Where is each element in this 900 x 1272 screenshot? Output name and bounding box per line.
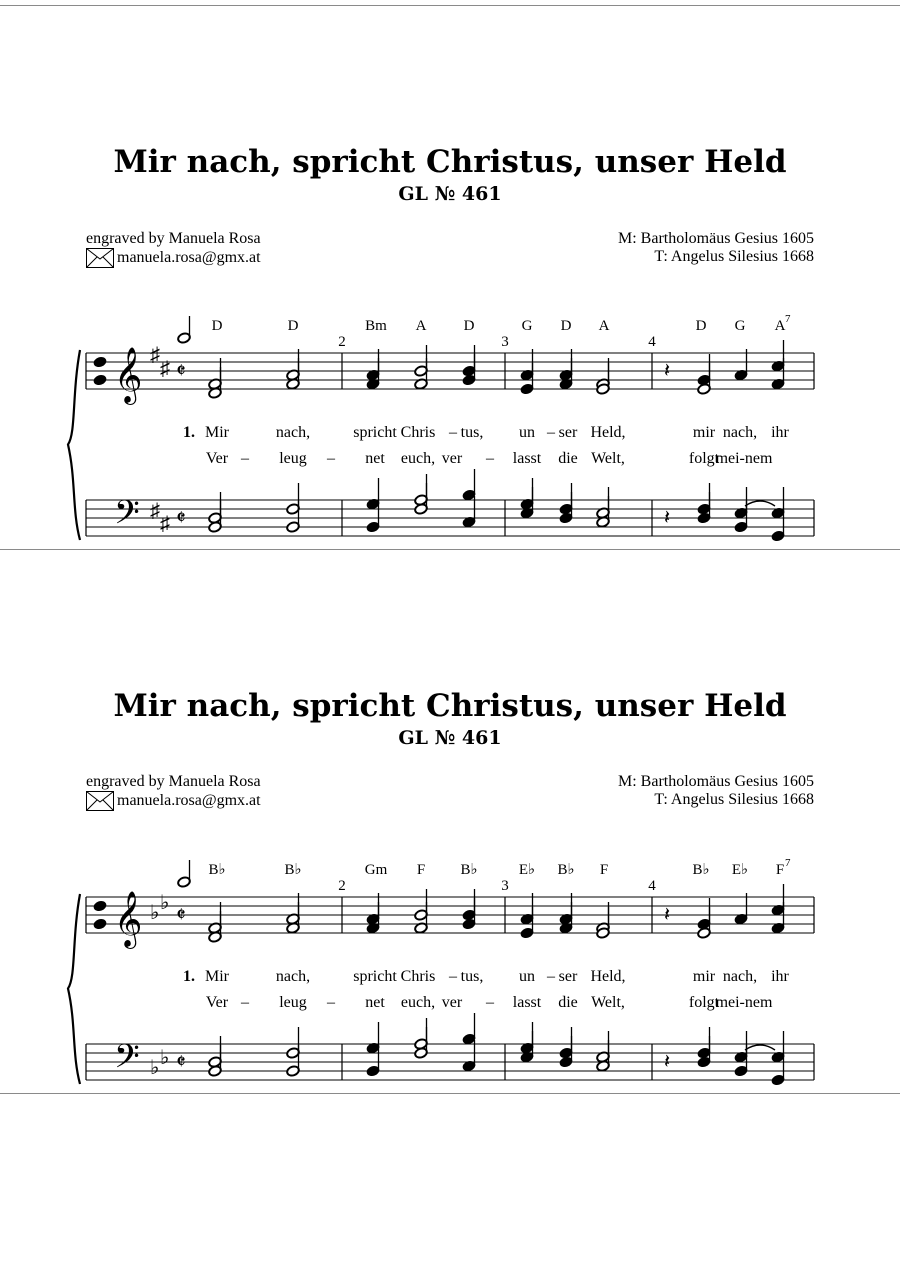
lyric-syllable: lasst (512, 450, 542, 467)
note-head (93, 918, 107, 930)
lyricist-credit: T: Angelus Silesius 1668 (654, 248, 814, 265)
lyric-syllable: mir (692, 424, 716, 441)
lyric-syllable: Ver (205, 994, 229, 1011)
engraver-info (86, 230, 261, 268)
email-line (86, 791, 261, 811)
quarter-rest: 𝄽 (664, 360, 671, 382)
page-bottom-rule (0, 549, 900, 550)
bar-number: 3 (501, 878, 509, 894)
lyric-syllable: lasst (512, 994, 542, 1011)
chord-symbol: G (521, 318, 533, 334)
lyric-syllable: spricht (353, 968, 397, 985)
lyric-syllable: – (327, 994, 335, 1011)
treble-clef: 𝄞 (114, 349, 143, 402)
quarter-rest: 𝄽 (664, 507, 671, 529)
bass-clef: 𝄢 (114, 1038, 140, 1083)
lyricist-credit: T: Angelus Silesius 1668 (654, 791, 814, 808)
chord-symbol: Gm (364, 862, 388, 878)
credits-info (618, 773, 814, 809)
chord-symbol: A (598, 318, 610, 334)
lyric-syllable: folgt (688, 450, 720, 467)
chord-symbol: F (775, 862, 785, 878)
lyric-syllable: – (547, 424, 555, 441)
bar-number: 4 (648, 334, 656, 350)
lyric-syllable: die (558, 994, 578, 1011)
lyric-syllable: spricht (353, 424, 397, 441)
page-subtitle: GL № 461 (398, 183, 502, 205)
time-signature: 𝄵 (176, 505, 186, 530)
lyric-syllable: un (519, 968, 535, 985)
page-title: Mir nach, spricht Christus, unser Held (113, 144, 787, 180)
chord-extension: 7 (785, 857, 791, 869)
key-accidental: ♭ (160, 1047, 170, 1069)
envelope-icon (86, 791, 114, 811)
lyric-syllable: ver (441, 994, 463, 1011)
lyric-syllable: Welt, (591, 994, 625, 1011)
lyric-syllable: euch, (400, 450, 436, 467)
treble-clef: 𝄞 (114, 893, 143, 946)
bar-number: 2 (338, 878, 346, 894)
brace (68, 350, 80, 540)
key-accidental: ♯ (150, 500, 160, 522)
lyric-syllable: folgt (688, 994, 720, 1011)
chord-symbol: A (415, 318, 427, 334)
lyric-syllable: mei-nem (715, 994, 773, 1011)
lyric-syllable: tus, (460, 968, 484, 985)
key-accidental: ♭ (160, 892, 170, 914)
key-accidental: ♯ (160, 513, 170, 535)
lyric-syllable: – (241, 450, 249, 467)
lyric-syllable: tus, (460, 424, 484, 441)
chord-symbol: D (560, 318, 572, 334)
engraver-line: engraved by Manuela Rosa (86, 773, 261, 790)
key-accidental: ♯ (150, 344, 160, 366)
lyric-syllable: Welt, (591, 450, 625, 467)
chord-symbol: F (599, 862, 609, 878)
note-head (93, 356, 107, 368)
key-accidental: ♯ (160, 358, 170, 380)
lyric-syllable: – (486, 450, 494, 467)
envelope-icon (86, 248, 114, 268)
key-accidental: ♭ (150, 1057, 160, 1079)
verse-number: 1. (183, 424, 195, 441)
bar-number: 2 (338, 334, 346, 350)
chord-symbol: B♭ (460, 862, 478, 878)
lyric-syllable: Mir (205, 424, 229, 441)
lyric-syllable: Chris (400, 968, 436, 985)
email-line (86, 248, 261, 268)
chord-symbol: F (416, 862, 426, 878)
chord-symbol: E♭ (518, 862, 536, 878)
lyric-syllable: ser (558, 424, 578, 441)
lyric-syllable: un (519, 424, 535, 441)
email-link[interactable]: manuela.rosa@gmx.at (117, 792, 261, 809)
lyric-syllable: – (449, 424, 457, 441)
time-signature: 𝄵 (176, 358, 186, 383)
composer-credit: M: Bartholomäus Gesius 1605 (618, 773, 814, 790)
engraver-line: engraved by Manuela Rosa (86, 230, 261, 247)
lyric-syllable: ser (558, 968, 578, 985)
brace (68, 894, 80, 1084)
chord-extension: 7 (785, 313, 791, 325)
page-subtitle: GL № 461 (398, 727, 502, 749)
credits-info (618, 230, 814, 266)
chord-symbol: D (287, 318, 299, 334)
lyric-syllable: – (327, 450, 335, 467)
key-accidental: ♭ (150, 902, 160, 924)
quarter-rest: 𝄽 (664, 904, 671, 926)
lyric-syllable: leug (279, 994, 307, 1011)
lyric-syllable: nach, (275, 968, 311, 985)
time-signature: 𝄵 (176, 1049, 186, 1074)
chord-symbol: G (734, 318, 746, 334)
lyric-syllable: – (241, 994, 249, 1011)
lyric-syllable: – (486, 994, 494, 1011)
lyric-syllable: ihr (771, 968, 789, 985)
bar-number: 3 (501, 334, 509, 350)
lyric-syllable: Chris (400, 424, 436, 441)
composer-credit: M: Bartholomäus Gesius 1605 (618, 230, 814, 247)
chord-symbol: D (463, 318, 475, 334)
chord-symbol: E♭ (731, 862, 749, 878)
lyric-syllable: net (365, 450, 385, 467)
chord-symbol: B♭ (284, 862, 302, 878)
lyric-syllable: net (365, 994, 385, 1011)
engraver-info (86, 773, 261, 811)
lyric-syllable: euch, (400, 994, 436, 1011)
bar-number: 4 (648, 878, 656, 894)
lyric-syllable: nach, (722, 968, 758, 985)
lyric-syllable: leug (279, 450, 307, 467)
time-signature: 𝄵 (176, 902, 186, 927)
lyric-syllable: nach, (275, 424, 311, 441)
note-head (93, 900, 107, 912)
quarter-rest: 𝄽 (664, 1051, 671, 1073)
lyric-syllable: Held, (590, 968, 626, 985)
lyric-syllable: ver (441, 450, 463, 467)
lyric-syllable: mir (692, 968, 716, 985)
lyric-syllable: Mir (205, 968, 229, 985)
email-link[interactable]: manuela.rosa@gmx.at (117, 249, 261, 266)
chord-symbol: B♭ (208, 862, 226, 878)
chord-symbol: A (774, 318, 786, 334)
chord-symbol: D (695, 318, 707, 334)
page-title: Mir nach, spricht Christus, unser Held (113, 688, 787, 724)
chord-symbol: Bm (365, 318, 387, 334)
page-top-rule (0, 5, 900, 6)
lyric-syllable: Ver (205, 450, 229, 467)
lyric-syllable: mei-nem (715, 450, 773, 467)
chord-symbol: B♭ (692, 862, 710, 878)
lyric-syllable: Held, (590, 424, 626, 441)
lyric-syllable: nach, (722, 424, 758, 441)
chord-symbol: D (211, 318, 223, 334)
note-head (93, 374, 107, 386)
chord-symbol: B♭ (557, 862, 575, 878)
music-score (0, 844, 900, 1089)
lyric-syllable: die (558, 450, 578, 467)
lyric-syllable: – (449, 968, 457, 985)
tie (745, 501, 775, 506)
lyric-syllable: – (547, 968, 555, 985)
page-bottom-rule (0, 1093, 900, 1094)
music-score (0, 300, 900, 545)
lyric-syllable: ihr (771, 424, 789, 441)
verse-number: 1. (183, 968, 195, 985)
bass-clef: 𝄢 (114, 494, 140, 539)
tie (745, 1045, 775, 1050)
